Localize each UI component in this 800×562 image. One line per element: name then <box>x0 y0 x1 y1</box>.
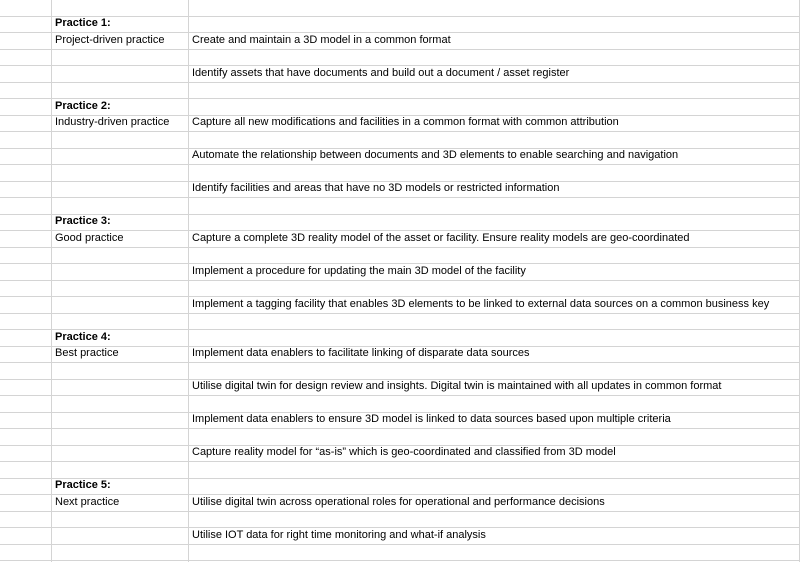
sheet-row <box>0 528 800 545</box>
cell-column-a[interactable] <box>0 248 52 263</box>
practice-description-cell[interactable] <box>189 198 800 214</box>
practice-description-cell[interactable]: Utilise digital twin for design review and insights. Digital twin is maintained with all updates in common format <box>189 380 800 395</box>
practice-name-cell[interactable] <box>52 66 189 82</box>
sheet-row <box>0 215 800 231</box>
practice-description-cell[interactable] <box>189 330 800 346</box>
cell-column-a[interactable] <box>0 0 52 16</box>
cell-column-a[interactable] <box>0 545 52 560</box>
practice-name-cell[interactable] <box>52 198 189 214</box>
cell-column-a[interactable] <box>0 495 52 511</box>
cell-column-a[interactable] <box>0 50 52 65</box>
sheet-row <box>0 17 800 33</box>
sheet-row <box>0 347 800 363</box>
cell-column-a[interactable] <box>0 330 52 346</box>
sheet-row <box>0 281 800 297</box>
practice-description-cell[interactable] <box>189 0 800 16</box>
practice-description-cell[interactable] <box>189 215 800 230</box>
practice-name-cell[interactable] <box>52 545 189 560</box>
cell-column-a[interactable] <box>0 380 52 395</box>
sheet-row <box>0 231 800 248</box>
cell-column-a[interactable] <box>0 363 52 379</box>
sheet-row <box>0 512 800 528</box>
sheet-row <box>0 380 800 396</box>
practice-description-cell[interactable] <box>189 248 800 263</box>
cell-column-a[interactable] <box>0 116 52 131</box>
practice-name-cell[interactable] <box>52 462 189 478</box>
cell-column-a[interactable] <box>0 512 52 527</box>
practice-heading-cell[interactable]: Practice 5: <box>52 479 189 494</box>
practice-description-cell[interactable]: Implement a procedure for updating the main 3D model of the facility <box>189 264 800 280</box>
sheet-row <box>0 50 800 66</box>
sheet-row <box>0 446 800 462</box>
sheet-row <box>0 297 800 314</box>
practice-heading-cell[interactable]: Practice 4: <box>52 330 189 346</box>
sheet-row <box>0 462 800 479</box>
cell-column-a[interactable] <box>0 347 52 362</box>
practice-name-cell[interactable] <box>52 528 189 544</box>
practice-name-cell[interactable]: Good practice <box>52 231 189 247</box>
practice-description-cell[interactable]: Create and maintain a 3D model in a common format <box>189 33 800 49</box>
cell-column-a[interactable] <box>0 66 52 82</box>
sheet-row <box>0 495 800 512</box>
practice-name-cell[interactable] <box>52 0 189 16</box>
practice-heading-cell[interactable]: Practice 3: <box>52 215 189 230</box>
cell-column-a[interactable] <box>0 83 52 98</box>
sheet-row <box>0 545 800 561</box>
cell-column-a[interactable] <box>0 281 52 296</box>
sheet-row <box>0 116 800 132</box>
practice-name-cell[interactable] <box>52 297 189 313</box>
practice-description-cell[interactable]: Implement data enablers to facilitate linking of disparate data sources <box>189 347 800 362</box>
practice-name-cell[interactable]: Next practice <box>52 495 189 511</box>
practice-name-cell[interactable] <box>52 264 189 280</box>
practice-description-cell[interactable]: Implement a tagging facility that enables 3D elements to be linked to external data sources on a common business key <box>189 297 800 313</box>
practice-description-cell[interactable] <box>189 314 800 329</box>
sheet-row <box>0 83 800 99</box>
practice-description-cell[interactable] <box>189 429 800 445</box>
practice-description-cell[interactable]: Utilise IOT data for right time monitoring and what-if analysis <box>189 528 800 544</box>
practice-name-cell[interactable] <box>52 429 189 445</box>
cell-column-a[interactable] <box>0 33 52 49</box>
sheet-row <box>0 66 800 83</box>
cell-column-a[interactable] <box>0 99 52 115</box>
practice-name-cell[interactable] <box>52 413 189 428</box>
practice-heading-cell[interactable]: Practice 1: <box>52 17 189 32</box>
cell-column-a[interactable] <box>0 198 52 214</box>
cell-column-a[interactable] <box>0 462 52 478</box>
cell-column-a[interactable] <box>0 17 52 32</box>
practice-description-cell[interactable] <box>189 512 800 527</box>
practice-description-cell[interactable]: Identify facilities and areas that have no 3D models or restricted information <box>189 182 800 197</box>
cell-column-a[interactable] <box>0 413 52 428</box>
practice-description-cell[interactable] <box>189 479 800 494</box>
cell-column-a[interactable] <box>0 396 52 412</box>
cell-column-a[interactable] <box>0 479 52 494</box>
practice-description-cell[interactable] <box>189 50 800 65</box>
cell-column-a[interactable] <box>0 264 52 280</box>
practice-description-cell[interactable] <box>189 99 800 115</box>
sheet-row <box>0 149 800 165</box>
sheet-row <box>0 248 800 264</box>
practice-name-cell[interactable] <box>52 149 189 164</box>
practice-name-cell[interactable]: Project-driven practice <box>52 33 189 49</box>
cell-column-a[interactable] <box>0 446 52 461</box>
sheet-row <box>0 479 800 495</box>
practice-heading-cell[interactable]: Practice 2: <box>52 99 189 115</box>
cell-column-a[interactable] <box>0 182 52 197</box>
practice-name-cell[interactable]: Industry-driven practice <box>52 116 189 131</box>
practice-name-cell[interactable] <box>52 281 189 296</box>
practice-name-cell[interactable] <box>52 132 189 148</box>
sheet-row <box>0 33 800 50</box>
practice-description-cell[interactable]: Implement data enablers to ensure 3D model is linked to data sources based upon multiple criteria <box>189 413 800 428</box>
practice-name-cell[interactable] <box>52 512 189 527</box>
practice-description-cell[interactable]: Capture a complete 3D reality model of the asset or facility. Ensure reality models are geo-coordinated <box>189 231 800 247</box>
practice-name-cell[interactable] <box>52 363 189 379</box>
practice-name-cell[interactable] <box>52 396 189 412</box>
sheet-row <box>0 182 800 198</box>
practice-name-cell[interactable] <box>52 446 189 461</box>
cell-column-a[interactable] <box>0 132 52 148</box>
sheet-row <box>0 0 800 17</box>
cell-column-a[interactable] <box>0 528 52 544</box>
practice-name-cell[interactable] <box>52 314 189 329</box>
practice-name-cell[interactable] <box>52 380 189 395</box>
cell-column-a[interactable] <box>0 314 52 329</box>
practice-description-cell[interactable]: Capture all new modifications and facilities in a common format with common attribution <box>189 116 800 131</box>
cell-column-a[interactable] <box>0 429 52 445</box>
practice-name-cell[interactable] <box>52 182 189 197</box>
practice-description-cell[interactable]: Utilise digital twin across operational roles for operational and performance decisions <box>189 495 800 511</box>
practice-description-cell[interactable] <box>189 281 800 296</box>
cell-column-a[interactable] <box>0 215 52 230</box>
practice-description-cell[interactable] <box>189 165 800 181</box>
practice-description-cell[interactable]: Automate the relationship between documents and 3D elements to enable searching and navigation <box>189 149 800 164</box>
practice-description-cell[interactable]: Identify assets that have documents and build out a document / asset register <box>189 66 800 82</box>
practice-description-cell[interactable] <box>189 132 800 148</box>
sheet-row <box>0 413 800 429</box>
practice-description-cell[interactable] <box>189 363 800 379</box>
cell-column-a[interactable] <box>0 165 52 181</box>
sheet-row <box>0 264 800 281</box>
practice-description-cell[interactable] <box>189 83 800 98</box>
practice-name-cell[interactable] <box>52 83 189 98</box>
practice-description-cell[interactable] <box>189 545 800 560</box>
sheet-row <box>0 314 800 330</box>
practice-description-cell[interactable] <box>189 462 800 478</box>
practice-description-cell[interactable] <box>189 17 800 32</box>
cell-column-a[interactable] <box>0 231 52 247</box>
practice-name-cell[interactable] <box>52 50 189 65</box>
practice-description-cell[interactable]: Capture reality model for “as-is” which is geo-coordinated and classified from 3D model <box>189 446 800 461</box>
practice-name-cell[interactable] <box>52 165 189 181</box>
cell-column-a[interactable] <box>0 297 52 313</box>
practice-description-cell[interactable] <box>189 396 800 412</box>
practice-name-cell[interactable]: Best practice <box>52 347 189 362</box>
sheet-row <box>0 198 800 215</box>
practice-name-cell[interactable] <box>52 248 189 263</box>
cell-column-a[interactable] <box>0 149 52 164</box>
